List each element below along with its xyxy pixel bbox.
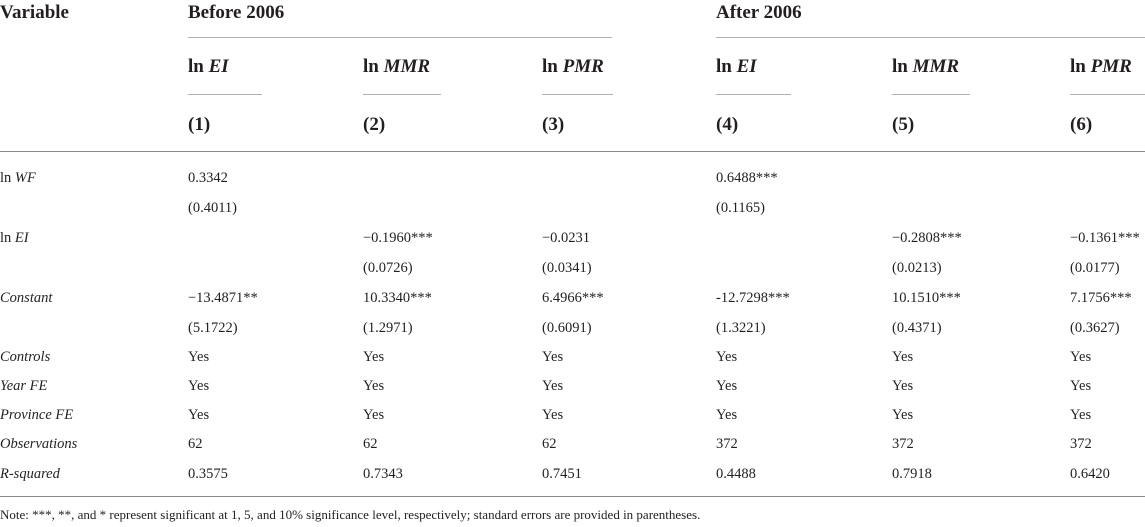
column-header-variable: PMR: [1090, 56, 1132, 77]
row-label: [0, 378, 47, 395]
row-label-variable: Constant: [0, 290, 53, 306]
table-cell: 0.3575: [188, 466, 228, 482]
table-cell: Yes: [542, 407, 564, 423]
row-label: [0, 349, 50, 366]
row-label-variable: Controls: [0, 349, 51, 365]
table-cell: Yes: [188, 378, 210, 394]
table-cell: −0.1361***: [1070, 230, 1140, 246]
table-cell: 372: [892, 436, 914, 452]
header-group-before: Before 2006: [188, 2, 285, 23]
header-bottom-rule: [0, 151, 1145, 152]
column-header-variable: EI: [208, 56, 229, 77]
column-header-6: [1070, 56, 1132, 78]
column-header-5: [892, 56, 959, 78]
table-cell: (1.3221): [716, 320, 766, 336]
column-header-rule: [716, 94, 791, 95]
table-cell: Yes: [716, 349, 738, 365]
table-cell: Yes: [892, 349, 914, 365]
table-cell: 7.1756***: [1070, 290, 1132, 306]
group-before-rule: [188, 37, 612, 38]
table-cell: 0.6488***: [716, 170, 778, 186]
column-header-4: [716, 56, 757, 78]
row-label: [0, 230, 29, 247]
row-label: [0, 436, 77, 453]
table-cell: 62: [363, 436, 378, 452]
column-header-rule: [188, 94, 262, 95]
table-cell: −0.0231: [542, 230, 591, 246]
row-label-variable: R-squared: [0, 466, 60, 482]
table-cell: 0.3342: [188, 170, 228, 186]
row-label-variable: WF: [14, 170, 36, 186]
row-label-variable: Province FE: [0, 407, 74, 423]
column-header-prefix: ln: [1070, 56, 1086, 77]
table-cell: (0.6091): [542, 320, 592, 336]
row-label-variable: Year FE: [0, 378, 48, 394]
table-cell: −0.2808***: [892, 230, 962, 246]
table-cell: Yes: [363, 349, 385, 365]
row-label: [0, 290, 52, 307]
table-cell: (0.3627): [1070, 320, 1120, 336]
table-cell: 0.6420: [1070, 466, 1110, 482]
table-cell: (5.1722): [188, 320, 238, 336]
table-cell: 0.7918: [892, 466, 932, 482]
table-cell: Yes: [542, 378, 564, 394]
column-number-6: (6): [1070, 114, 1093, 135]
table-cell: 62: [188, 436, 203, 452]
table-cell: 0.4488: [716, 466, 756, 482]
column-header-2: [363, 56, 430, 78]
table-cell: Yes: [716, 407, 738, 423]
table-cell: Yes: [1070, 407, 1092, 423]
column-number-2: (2): [363, 114, 386, 135]
table-note: Note: ***, **, and * represent significant at 1, 5, and 10% significance level, respectively; standard errors are provided in parentheses.: [0, 507, 701, 522]
table-cell: 0.7451: [542, 466, 582, 482]
column-header-1: [188, 56, 229, 78]
row-label: [0, 466, 60, 483]
row-label-variable: EI: [14, 230, 29, 246]
table-cell: Yes: [363, 407, 385, 423]
table-cell: Yes: [716, 378, 738, 394]
table-cell: Yes: [1070, 378, 1092, 394]
table-cell: Yes: [892, 407, 914, 423]
column-header-prefix: ln: [892, 56, 908, 77]
column-header-prefix: ln: [716, 56, 732, 77]
table-cell: Yes: [1070, 349, 1092, 365]
column-header-rule: [892, 94, 970, 95]
column-number-5: (5): [892, 114, 915, 135]
table-cell: 0.7343: [363, 466, 403, 482]
row-label: [0, 407, 73, 424]
table-cell: −0.1960***: [363, 230, 433, 246]
table-cell: Yes: [542, 349, 564, 365]
table-cell: (0.0726): [363, 260, 413, 276]
column-header-rule: [1070, 94, 1145, 95]
column-header-variable: MMR: [383, 56, 431, 77]
table-cell: (0.0341): [542, 260, 592, 276]
column-header-rule: [542, 94, 613, 95]
table-cell: 10.1510***: [892, 290, 961, 306]
column-header-prefix: ln: [363, 56, 379, 77]
column-header-3: [542, 56, 604, 78]
table-cell: Yes: [892, 378, 914, 394]
column-header-variable: MMR: [912, 56, 960, 77]
table-cell: 372: [716, 436, 738, 452]
table-cell: (0.4371): [892, 320, 942, 336]
column-header-prefix: ln: [188, 56, 204, 77]
table-cell: Yes: [188, 349, 210, 365]
header-variable: Variable: [0, 2, 69, 23]
table-cell: (0.0177): [1070, 260, 1120, 276]
row-label-variable: Observations: [0, 436, 78, 452]
column-header-rule: [363, 94, 441, 95]
group-after-rule: [716, 37, 1145, 38]
table-cell: 6.4966***: [542, 290, 604, 306]
table-cell: (0.1165): [716, 200, 765, 216]
table-cell: (0.4011): [188, 200, 237, 216]
table-cell: −13.4871**: [188, 290, 258, 306]
table-cell: Yes: [188, 407, 210, 423]
table-bottom-rule: [0, 496, 1145, 497]
table-cell: Yes: [363, 378, 385, 394]
table-cell: 62: [542, 436, 557, 452]
table-cell: -12.7298***: [716, 290, 790, 306]
row-label-prefix: ln: [0, 230, 12, 246]
row-label: [0, 170, 36, 187]
header-group-after: After 2006: [716, 2, 802, 23]
table-cell: 10.3340***: [363, 290, 432, 306]
column-header-variable: EI: [736, 56, 757, 77]
column-number-1: (1): [188, 114, 211, 135]
row-label-prefix: ln: [0, 170, 12, 186]
table-cell: (0.0213): [892, 260, 942, 276]
column-number-4: (4): [716, 114, 739, 135]
column-number-3: (3): [542, 114, 565, 135]
table-cell: 372: [1070, 436, 1092, 452]
table-cell: (1.2971): [363, 320, 413, 336]
column-header-variable: PMR: [562, 56, 604, 77]
column-header-prefix: ln: [542, 56, 558, 77]
